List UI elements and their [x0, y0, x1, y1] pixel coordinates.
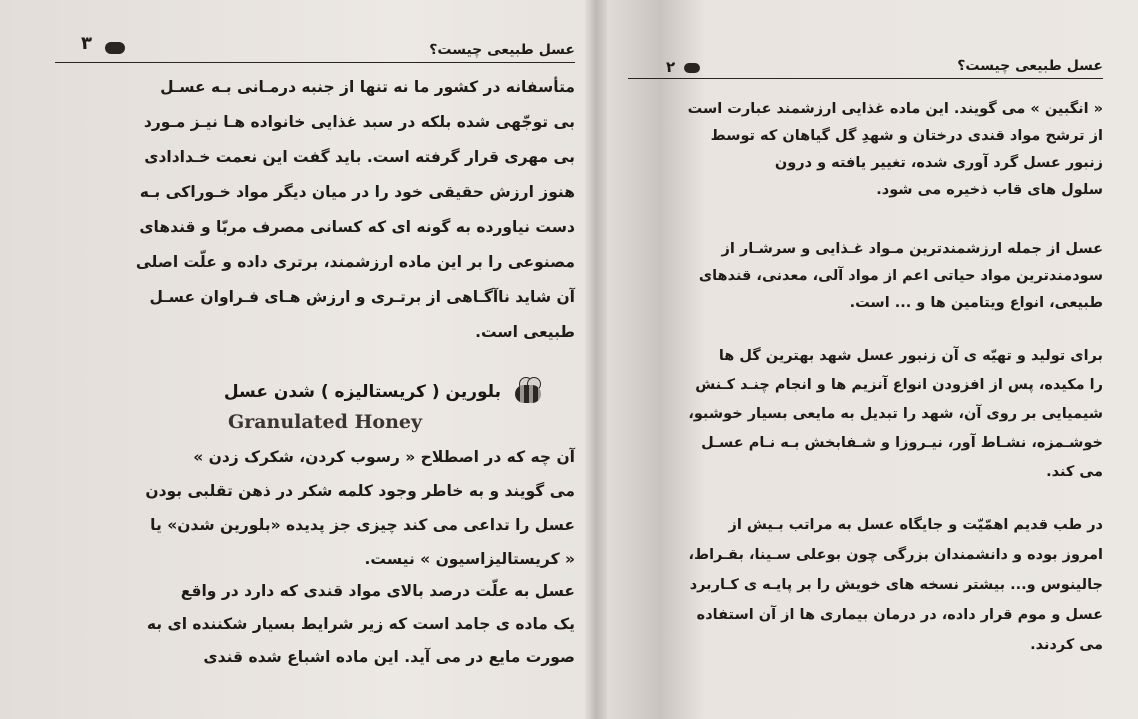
bee-icon [105, 42, 125, 54]
left-paragraph-2 [55, 440, 575, 576]
left-paragraph-1 [55, 70, 575, 350]
right-page-number: ۲ [666, 58, 676, 76]
text-line: را مکیده، پس از افزودن انواع آنزیم ها و انجام چنـد کـنش [695, 377, 1103, 393]
text-line: از ترشح مواد قندی درختان و شهدِ گل گیاهان که توسط [710, 128, 1103, 144]
text-line: آن شاید ناآگـاهی از برتـری و ارزش هـای فـراوان عسـل [149, 288, 575, 306]
text-line: دست نیاورده به گونه ای که کسانی مصرف مربّا و قندهای [139, 218, 575, 236]
text-line: یک ماده ی جامد است که زیر شرایط بسیار شکننده ای به [146, 615, 575, 633]
left-page-number: ۳ [81, 33, 92, 54]
text-line: « کریستالیزاسیون » نیست. [364, 550, 575, 568]
right-header-title: عسل طبیعی چیست؟ [957, 58, 1103, 74]
text-line: سودمندترین مواد حیاتی اعم از مواد آلی، معدنی، قندهای [698, 268, 1103, 284]
right-page-header [628, 46, 1103, 79]
section-heading-english: Granulated Honey [228, 411, 423, 433]
left-header-title: عسل طبیعی چیست؟ [429, 42, 575, 58]
section-heading-text: بلورین ( کریستالیزه ) شدن عسل [223, 382, 501, 402]
text-line: آن چه که در اصطلاح « رسوب کردن، شکرک زدن » [193, 448, 575, 466]
bee-icon [511, 375, 545, 409]
left-page [55, 0, 575, 719]
text-line: متأسفانه در کشور ما نه تنها از جنبه درمـانی بـه عسـل [160, 78, 575, 96]
text-line: عسل از جمله ارزشمندترین مـواد غـذایی و سرشـار از [721, 241, 1103, 257]
text-line: مصنوعی را بر این ماده ارزشمند، برتری داده و علّت اصلی [135, 253, 575, 271]
text-line: طبیعی است. [475, 323, 575, 341]
text-line: در طب قدیم اهمّیّت و جایگاه عسل به مراتب بـیش از [728, 517, 1103, 533]
text-line: سلول های قاب ذخیره می شود. [876, 182, 1103, 198]
text-line: عسل به علّت درصد بالای مواد قندی که دارد در واقع [180, 582, 575, 600]
text-line: عسل را تداعی می کند چیزی جز پدیده «بلورین شدن» یا [150, 516, 575, 534]
text-line: می گویند و به خاطر وجود کلمه شکر در ذهن تقلبی بودن [145, 482, 575, 500]
text-line: طبیعی، انواع ویتامین ها و ... است. [849, 295, 1103, 311]
text-line: بی توجّهی شده بلکه در سبد غذایی خانواده هـا نیـز مـورد [143, 113, 575, 131]
text-line: امروز بوده و دانشمندان بزرگی چون بوعلی سـینا، بقـراط، [688, 547, 1103, 563]
bee-icon [684, 63, 700, 73]
right-page [628, 0, 1103, 719]
section-heading [224, 375, 545, 409]
book-gutter [585, 0, 607, 719]
text-line: بی مهری قرار گرفته است. باید گفت این نعمت خـدادادی [144, 148, 575, 166]
right-paragraph-2 [628, 236, 1103, 317]
right-paragraph-1 [628, 96, 1103, 204]
left-paragraph-3 [55, 575, 575, 674]
text-line: عسل و موم قرار داده، در درمان بیماری ها از آن استفاده [696, 607, 1103, 623]
text-line: هنوز ارزش حقیقی خود را در میان دیگر مواد خـوراکی بـه [139, 183, 575, 201]
right-paragraph-3 [628, 342, 1103, 487]
text-line: زنبور عسل گرد آوری شده، تغییر یافته و درون [774, 155, 1103, 171]
text-line: « انگبین » می گویند. این ماده غذایی ارزشمند عبارت است [687, 101, 1103, 117]
text-line: برای تولید و تهیّه ی آن زنبور عسل شهد بهترین گل ها [718, 348, 1103, 364]
text-line: شیمیایی بر روی آن، شهد را تبدیل به مایعی بسیار خوشبو، [688, 406, 1103, 422]
text-line: صورت مایع در می آید. این ماده اشباع شده قندی [203, 648, 575, 666]
left-page-header [55, 22, 575, 63]
text-line: جالینوس و... بیشتر نسخه های خویش را بر پایـه ی کـاربرد [689, 577, 1103, 593]
text-line: می کردند. [1030, 637, 1103, 653]
right-paragraph-4 [628, 510, 1103, 660]
text-line: می کند. [1046, 464, 1103, 480]
text-line: خوشـمزه، نشـاط آور، نیـروزا و شـفابخش بـه نـام عسـل [701, 435, 1103, 451]
